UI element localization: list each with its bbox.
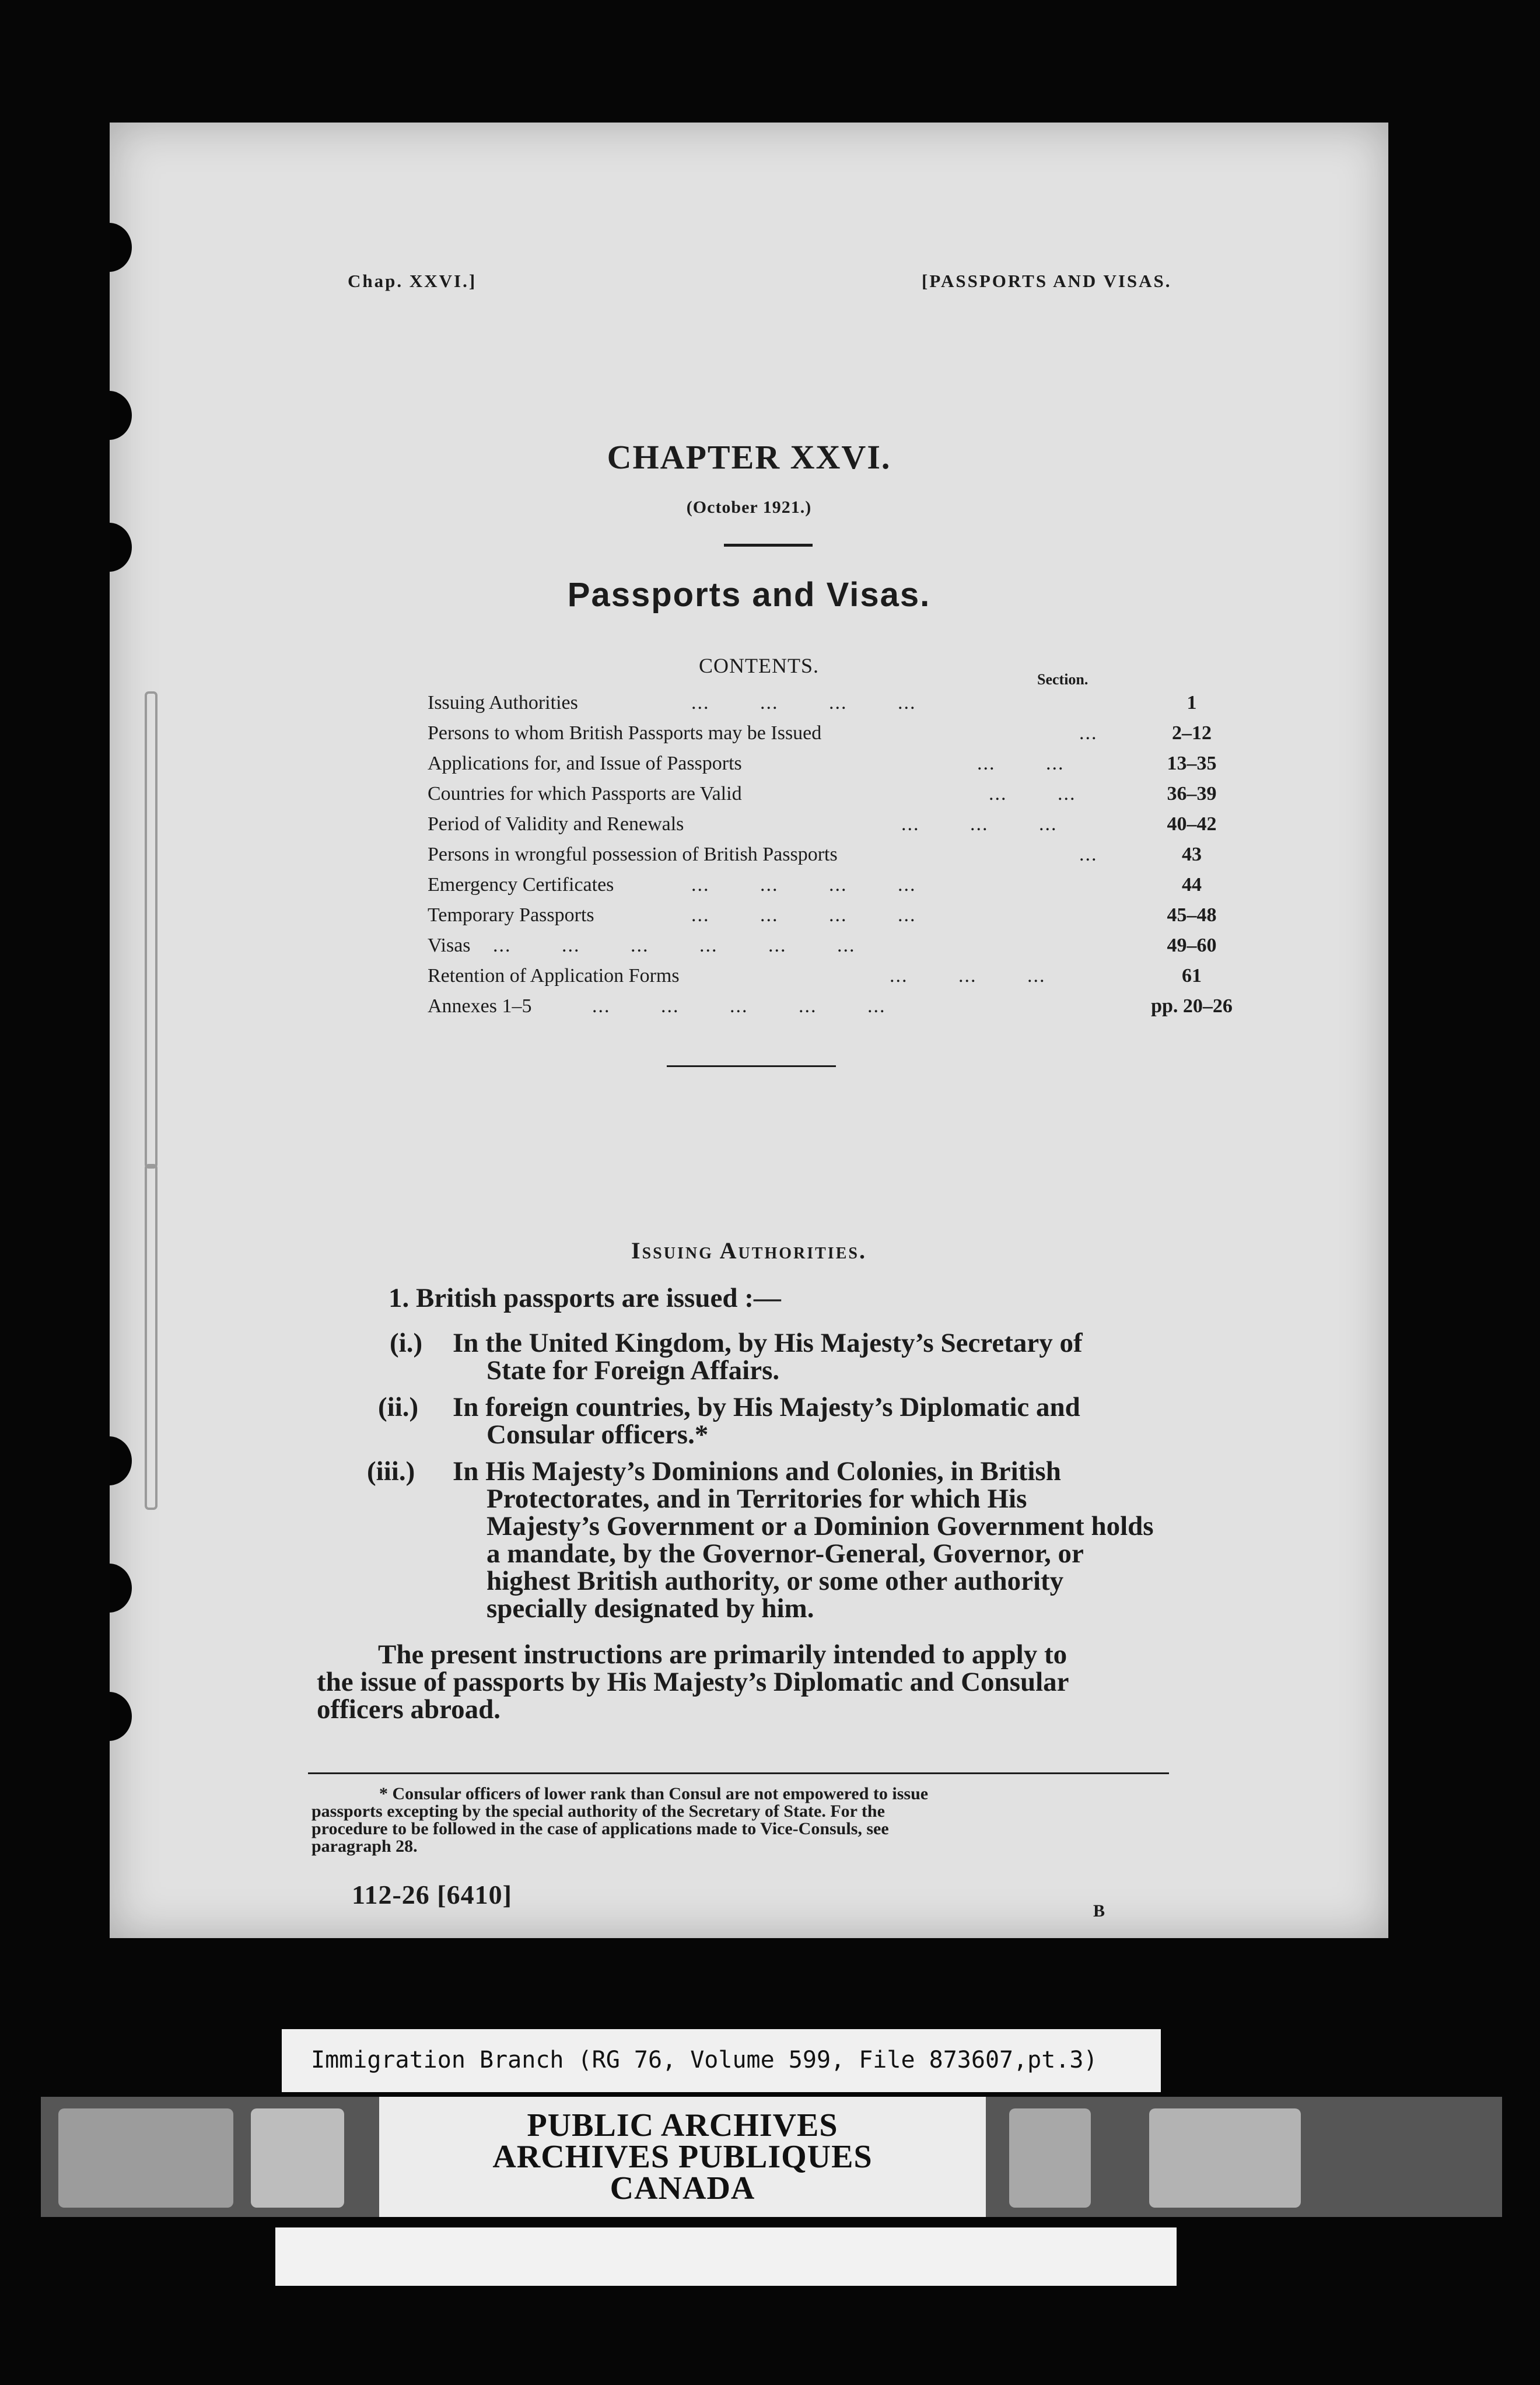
toc-ref: 40–42 — [1167, 813, 1217, 835]
punch-hole — [110, 1564, 132, 1613]
toc-label: Applications for, and Issue of Passports — [428, 753, 742, 774]
blank-label — [275, 2227, 1177, 2286]
binding-string — [145, 1164, 158, 1510]
catalogue-label — [282, 2029, 1161, 2092]
toc-label: Countries for which Passports are Valid — [428, 783, 742, 805]
item-line: Protectorates, and in Territories for which His — [487, 1484, 1027, 1514]
toc-ref: 2–12 — [1172, 722, 1212, 744]
item-line: In foreign countries, by His Majesty’s Diplomatic and — [453, 1392, 1080, 1422]
signature-mark: B — [1093, 1901, 1105, 1921]
footnote-line: procedure to be followed in the case of applications made to Vice-Consuls, see — [312, 1819, 889, 1838]
print-code: 112-26 [6410] — [352, 1880, 512, 1910]
film-artifact — [58, 2108, 233, 2208]
punch-hole — [110, 1436, 132, 1485]
item-number: (iii.) — [367, 1456, 415, 1487]
film-artifact — [1149, 2108, 1301, 2208]
item-line: In His Majesty’s Dominions and Colonies, in British — [453, 1456, 1061, 1487]
item-line: Consular officers.* — [487, 1419, 709, 1450]
running-header-left: Chap. XXVI.] — [348, 271, 477, 291]
toc-row — [428, 781, 1256, 811]
toc-row — [428, 902, 1256, 932]
title-rule — [724, 544, 813, 547]
item-line: In the United Kingdom, by His Majesty’s Secretary of — [453, 1328, 1083, 1358]
punch-hole — [110, 223, 132, 272]
item-line: specially designated by him. — [487, 1593, 814, 1624]
toc-label: Issuing Authorities — [428, 692, 578, 714]
closing-line: officers abroad. — [317, 1694, 501, 1725]
item-number: (ii.) — [378, 1392, 419, 1422]
toc-row — [428, 993, 1256, 1023]
closing-line: The present instructions are primarily intended to apply to — [378, 1639, 1068, 1670]
toc-leader: ... ... ... ... — [691, 904, 916, 926]
binding-string — [145, 691, 158, 1169]
toc-label: Period of Validity and Renewals — [428, 813, 684, 835]
toc-row — [428, 720, 1256, 750]
toc-leader: ... ... ... ... — [691, 692, 916, 714]
toc-ref: 1 — [1186, 692, 1197, 714]
archive-strip — [41, 2097, 1502, 2217]
toc-label: Annexes 1–5 — [428, 995, 532, 1017]
footnote-line: * Consular officers of lower rank than Consul are not empowered to issue — [379, 1784, 929, 1803]
paragraph-intro: 1. British passports are issued :— — [388, 1283, 781, 1313]
item-line: a mandate, by the Governor-General, Governor, or — [487, 1538, 1084, 1569]
toc-ref: 36–39 — [1167, 783, 1217, 805]
toc-label: Temporary Passports — [428, 904, 594, 926]
toc-row — [428, 841, 1256, 872]
toc-leader: ... ... ... ... ... ... — [493, 935, 856, 956]
archive-line-en: PUBLIC ARCHIVES — [527, 2107, 838, 2143]
table-of-contents — [428, 690, 1256, 1023]
catalogue-reference: Immigration Branch (RG 76, Volume 599, File 873607,pt.3) — [311, 2047, 1098, 2073]
footnote-line: paragraph 28. — [312, 1837, 418, 1856]
punch-hole — [110, 523, 132, 572]
section-column-heading: Section. — [1037, 671, 1088, 688]
toc-row — [428, 811, 1256, 841]
document-title: Passports and Visas. — [567, 576, 931, 614]
punch-hole — [110, 1692, 132, 1741]
film-artifact — [251, 2108, 344, 2208]
item-line: highest British authority, or some other authority — [487, 1566, 1064, 1596]
toc-label: Visas — [428, 935, 471, 956]
toc-label: Persons in wrongful possession of British Passports — [428, 844, 838, 865]
toc-label: Retention of Application Forms — [428, 965, 680, 987]
toc-ref: 43 — [1182, 844, 1202, 865]
toc-ref: 44 — [1182, 874, 1202, 896]
film-artifact — [1009, 2108, 1091, 2208]
toc-leader: ... — [1079, 844, 1098, 865]
archive-line-fr: ARCHIVES PUBLIQUES — [492, 2139, 873, 2175]
contents-heading: CONTENTS. — [699, 654, 819, 677]
document-page — [110, 123, 1388, 1938]
toc-row — [428, 690, 1256, 720]
toc-ref: 45–48 — [1167, 904, 1217, 926]
toc-row — [428, 750, 1256, 781]
toc-ref: 61 — [1182, 965, 1202, 987]
toc-ref: 13–35 — [1167, 753, 1217, 774]
section-heading: Issuing Authorities. — [631, 1237, 867, 1264]
toc-row — [428, 963, 1256, 993]
toc-label: Emergency Certificates — [428, 874, 614, 896]
toc-leader: ... ... ... ... — [691, 874, 916, 896]
item-line: Majesty’s Government or a Dominion Government holds — [487, 1511, 1154, 1541]
item-line: State for Foreign Affairs. — [487, 1355, 780, 1386]
toc-ref: 49–60 — [1167, 935, 1217, 956]
toc-leader: ... — [1079, 722, 1098, 744]
toc-leader: ... ... — [989, 783, 1076, 805]
toc-leader: ... ... ... — [890, 965, 1046, 987]
section-divider — [667, 1065, 836, 1067]
toc-ref: pp. 20–26 — [1151, 995, 1233, 1017]
item-number: (i.) — [390, 1328, 423, 1358]
punch-hole — [110, 391, 132, 440]
chapter-title: CHAPTER XXVI. — [607, 438, 891, 476]
closing-line: the issue of passports by His Majesty’s Diplomatic and Consular — [317, 1667, 1069, 1697]
toc-leader: ... ... ... — [901, 813, 1058, 835]
archive-stamp — [379, 2097, 986, 2217]
chapter-date: (October 1921.) — [686, 498, 812, 517]
running-header-right: [PASSPORTS AND VISAS. — [922, 271, 1172, 291]
footnote-rule — [308, 1772, 1169, 1774]
toc-leader: ... ... ... ... ... — [592, 995, 886, 1017]
toc-leader: ... ... — [977, 753, 1065, 774]
toc-label: Persons to whom British Passports may be Issued — [428, 722, 822, 744]
toc-row — [428, 872, 1256, 902]
toc-row — [428, 932, 1256, 963]
archive-line-country: CANADA — [610, 2170, 755, 2206]
footnote-line: passports excepting by the special authority of the Secretary of State. For the — [312, 1802, 885, 1821]
